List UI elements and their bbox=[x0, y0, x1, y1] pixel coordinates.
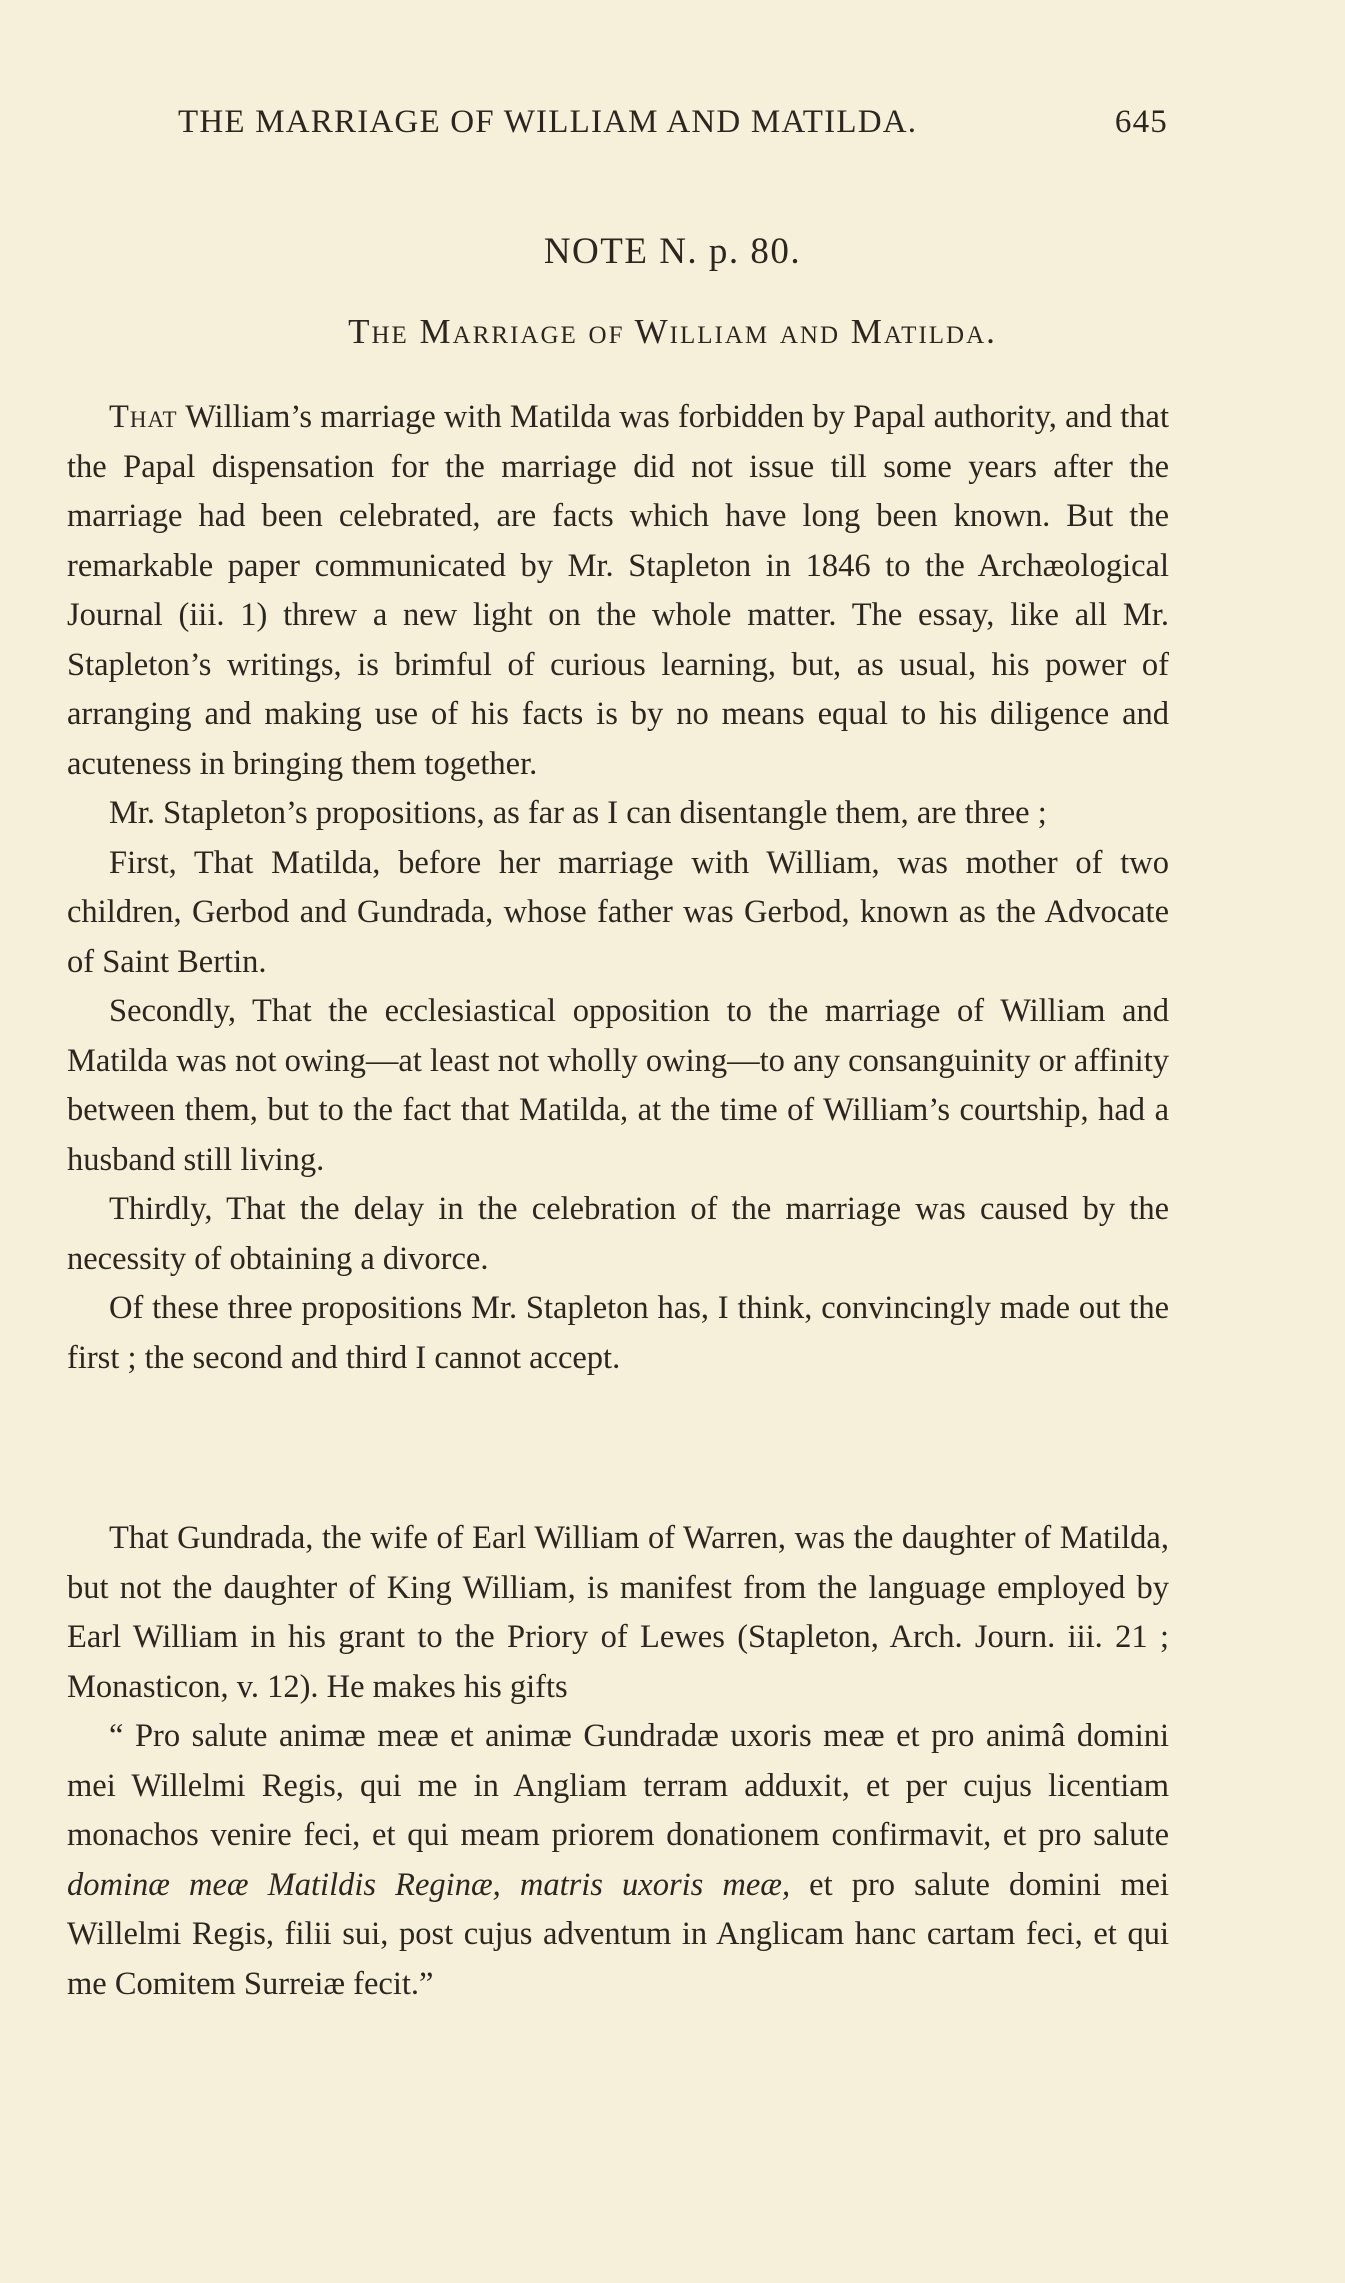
main-text-block bbox=[67, 393, 1169, 1383]
quotation-part-2: et pro salute domini mei Willelmi Regis, filii sui, post cujus adventum in Anglicam hanc cartam feci, et qui me Comitem Surreiæ fecit.” bbox=[67, 1866, 1169, 2002]
running-head-title: THE MARRIAGE OF WILLIAM AND MATILDA. bbox=[178, 104, 918, 140]
paragraph-3: First, That Matilda, before her marriage with William, was mother of two children, Gerbod and Gundrada, whose father was Gerbod, known as the Advocate of Saint Bertin. bbox=[67, 844, 1169, 980]
note-heading: NOTE N. p. 80. bbox=[543, 231, 802, 272]
paragraph-1-text: William’s marriage with Matilda was forbidden by Papal authority, and that the Papal dispensation for the marriage did not issue till some years after the marriage had been celebrated, are facts which have long been known. But the remarkable paper communicated by Mr. Stapleton in 1846 to the Archæological Journal (iii. 1) threw a new light on the whole matter. The essay, like all Mr. Stapleton’s writings, is brimful of curious learning, but, as usual, his power of arranging and making use of his facts is by no means equal to his diligence and acuteness in bringing them together. bbox=[67, 399, 1169, 782]
running-head bbox=[178, 104, 1168, 154]
paragraph-2: Mr. Stapleton’s propositions, as far as I can disentangle them, are three ; bbox=[109, 795, 1047, 831]
section-heading: The Marriage of William and Matilda. bbox=[348, 312, 997, 351]
latin-quotation bbox=[67, 1712, 1169, 2009]
paragraph-6: Of these three propositions Mr. Stapleton has, I think, convincingly made out the first ; the second and third I cannot accept. bbox=[67, 1290, 1169, 1376]
paragraph-4: Secondly, That the ecclesiastical opposition to the marriage of William and Matilda was not owing—at least not wholly owing—to any consanguinity or affinity between them, but to the fact that Matilda, at the time of William’s courtship, had a husband still living. bbox=[67, 993, 1169, 1178]
paragraph-1 bbox=[67, 393, 1169, 789]
second-text-block bbox=[67, 1514, 1169, 2009]
quotation-italic: dominæ meæ Matildis Reginæ, matris uxoris meæ, bbox=[67, 1866, 791, 1903]
paragraph-5: Thirdly, That the delay in the celebration of the marriage was caused by the necessity of obtaining a divorce. bbox=[67, 1191, 1169, 1277]
paragraph-1-lead: That bbox=[109, 399, 178, 435]
page-number: 645 bbox=[1114, 104, 1168, 140]
paragraph-7: That Gundrada, the wife of Earl William of Warren, was the daughter of Matilda, but not the daughter of King William, is manifest from the language employed by Earl William in his grant to the Priory of Lewes (Stapleton, Arch. Journ. iii. 21 ; Monasticon, v. 12). He makes his gifts bbox=[67, 1520, 1169, 1705]
quotation-part-1: “ Pro salute animæ meæ et animæ Gundradæ uxoris meæ et pro animâ domini mei Willelmi Regis, qui me in Angliam terram adduxit, et per cujus licentiam monachos venire feci, et qui meam priorem donationem confirmavit, et pro salute bbox=[67, 1718, 1169, 1853]
